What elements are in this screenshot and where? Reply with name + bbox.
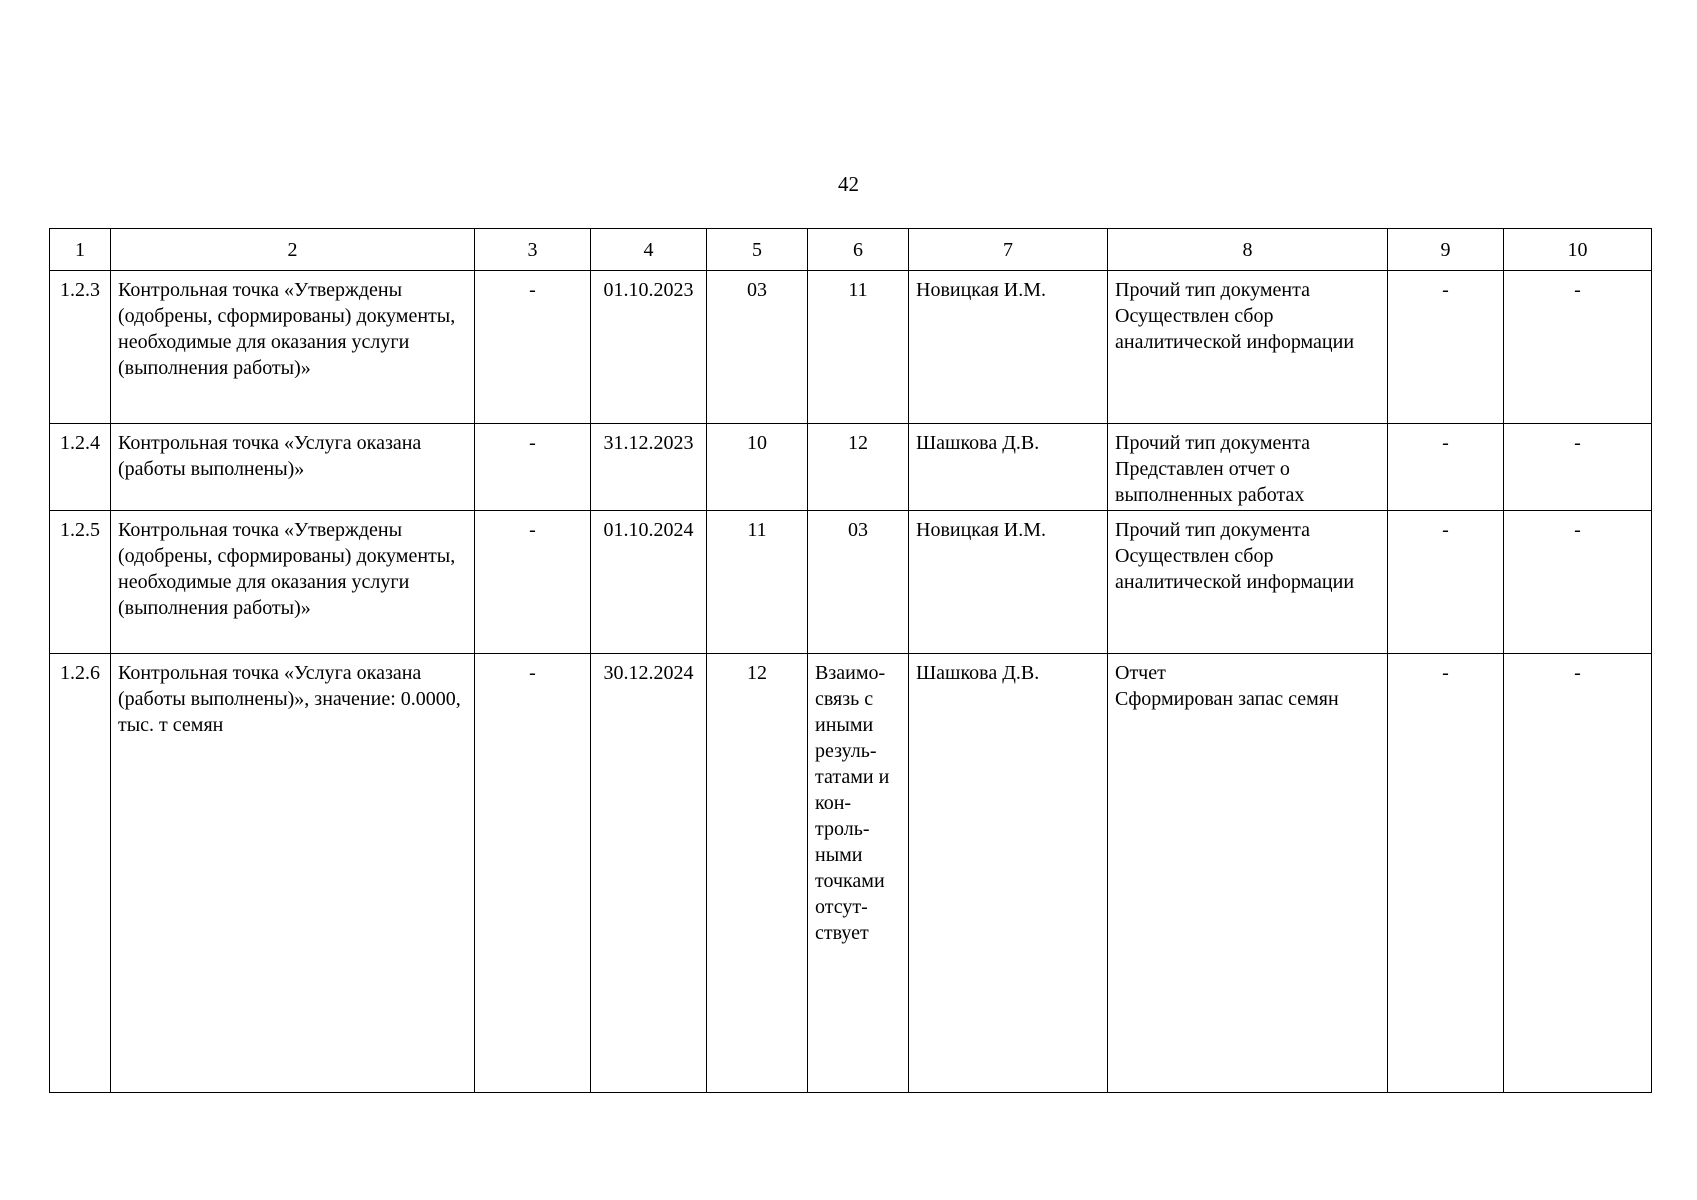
row-col6-line: точками <box>815 870 885 892</box>
row-name: Контрольная точка «Утверждены (одобрены, сформированы) документы, необходимые для оказания услуги (выполнения работы)» <box>111 511 475 654</box>
table-row <box>50 511 1652 654</box>
row-col6 <box>808 511 909 654</box>
row-name: Контрольная точка «Услуга оказана (работы выполнены)» <box>111 424 475 511</box>
row-responsible: Шашкова Д.В. <box>909 424 1108 511</box>
row-col10: - <box>1504 654 1652 1093</box>
row-document-line: Прочий тип документа <box>1115 519 1310 541</box>
row-name: Контрольная точка «Утверждены (одобрены, сформированы) документы, необходимые для оказания услуги (выполнения работы)» <box>111 271 475 424</box>
row-document-line: Прочий тип документа <box>1115 432 1310 454</box>
row-number: 1.2.4 <box>50 424 111 511</box>
row-col6-line: троль- <box>815 818 870 840</box>
row-name: Контрольная точка «Услуга оказана (работы выполнены)», значение: 0.0000, тыс. т семян <box>111 654 475 1093</box>
row-document-line: выполненных работах <box>1115 484 1305 506</box>
header-col-10: 10 <box>1504 229 1652 271</box>
row-document <box>1108 271 1388 424</box>
row-col6-line: иными <box>815 714 874 736</box>
header-col-6: 6 <box>808 229 909 271</box>
row-document-line: Прочий тип документа <box>1115 279 1310 301</box>
row-col5: 10 <box>707 424 808 511</box>
row-number: 1.2.5 <box>50 511 111 654</box>
row-col3: - <box>475 654 591 1093</box>
row-col9: - <box>1388 511 1504 654</box>
row-document <box>1108 424 1388 511</box>
row-col10: - <box>1504 511 1652 654</box>
row-document-line: Представлен отчет о <box>1115 458 1290 480</box>
row-col6-line: ствует <box>815 922 869 944</box>
row-col6-line: связь с <box>815 688 874 710</box>
row-col6 <box>808 271 909 424</box>
row-number: 1.2.6 <box>50 654 111 1093</box>
row-col10: - <box>1504 424 1652 511</box>
row-col6-line: 11 <box>848 279 868 301</box>
row-date: 01.10.2024 <box>591 511 707 654</box>
row-col6-line: кон- <box>815 792 852 814</box>
row-col6-line: 12 <box>848 432 868 454</box>
row-document-line: аналитической информации <box>1115 571 1355 593</box>
header-col-8: 8 <box>1108 229 1388 271</box>
header-col-5: 5 <box>707 229 808 271</box>
row-date: 01.10.2023 <box>591 271 707 424</box>
header-col-7: 7 <box>909 229 1108 271</box>
row-col9: - <box>1388 424 1504 511</box>
row-document-line: Осуществлен сбор <box>1115 305 1274 327</box>
row-date: 31.12.2023 <box>591 424 707 511</box>
row-responsible: Новицкая И.М. <box>909 511 1108 654</box>
row-col9: - <box>1388 271 1504 424</box>
row-col6-line: Взаимо- <box>815 662 886 684</box>
row-col6 <box>808 654 909 1093</box>
header-col-2: 2 <box>111 229 475 271</box>
row-col6-line: отсут- <box>815 896 868 918</box>
header-col-3: 3 <box>475 229 591 271</box>
row-col3: - <box>475 511 591 654</box>
row-col6-line: 03 <box>848 519 868 541</box>
header-col-1: 1 <box>50 229 111 271</box>
row-col3: - <box>475 424 591 511</box>
table-row <box>50 654 1652 1093</box>
row-number: 1.2.3 <box>50 271 111 424</box>
row-responsible: Шашкова Д.В. <box>909 654 1108 1093</box>
row-col3: - <box>475 271 591 424</box>
row-document-line: Осуществлен сбор <box>1115 545 1274 567</box>
page-number: 42 <box>838 172 859 196</box>
row-col6 <box>808 424 909 511</box>
table-header-row <box>50 229 1652 271</box>
row-col5: 03 <box>707 271 808 424</box>
row-col5: 11 <box>707 511 808 654</box>
row-col6-line: резуль- <box>815 740 877 762</box>
row-responsible: Новицкая И.М. <box>909 271 1108 424</box>
row-date: 30.12.2024 <box>591 654 707 1093</box>
row-col5: 12 <box>707 654 808 1093</box>
row-col6-line: татами и <box>815 766 890 788</box>
row-document-line: Отчет <box>1115 662 1166 684</box>
header-col-4: 4 <box>591 229 707 271</box>
row-document-line: Сформирован запас семян <box>1115 688 1339 710</box>
row-col6-line: ными <box>815 844 863 866</box>
table-row <box>50 271 1652 424</box>
row-col10: - <box>1504 271 1652 424</box>
row-col9: - <box>1388 654 1504 1093</box>
row-document <box>1108 511 1388 654</box>
table-row <box>50 424 1652 511</box>
row-document-line: аналитической информации <box>1115 331 1355 353</box>
row-document <box>1108 654 1388 1093</box>
header-col-9: 9 <box>1388 229 1504 271</box>
plan-table <box>49 228 1652 1093</box>
